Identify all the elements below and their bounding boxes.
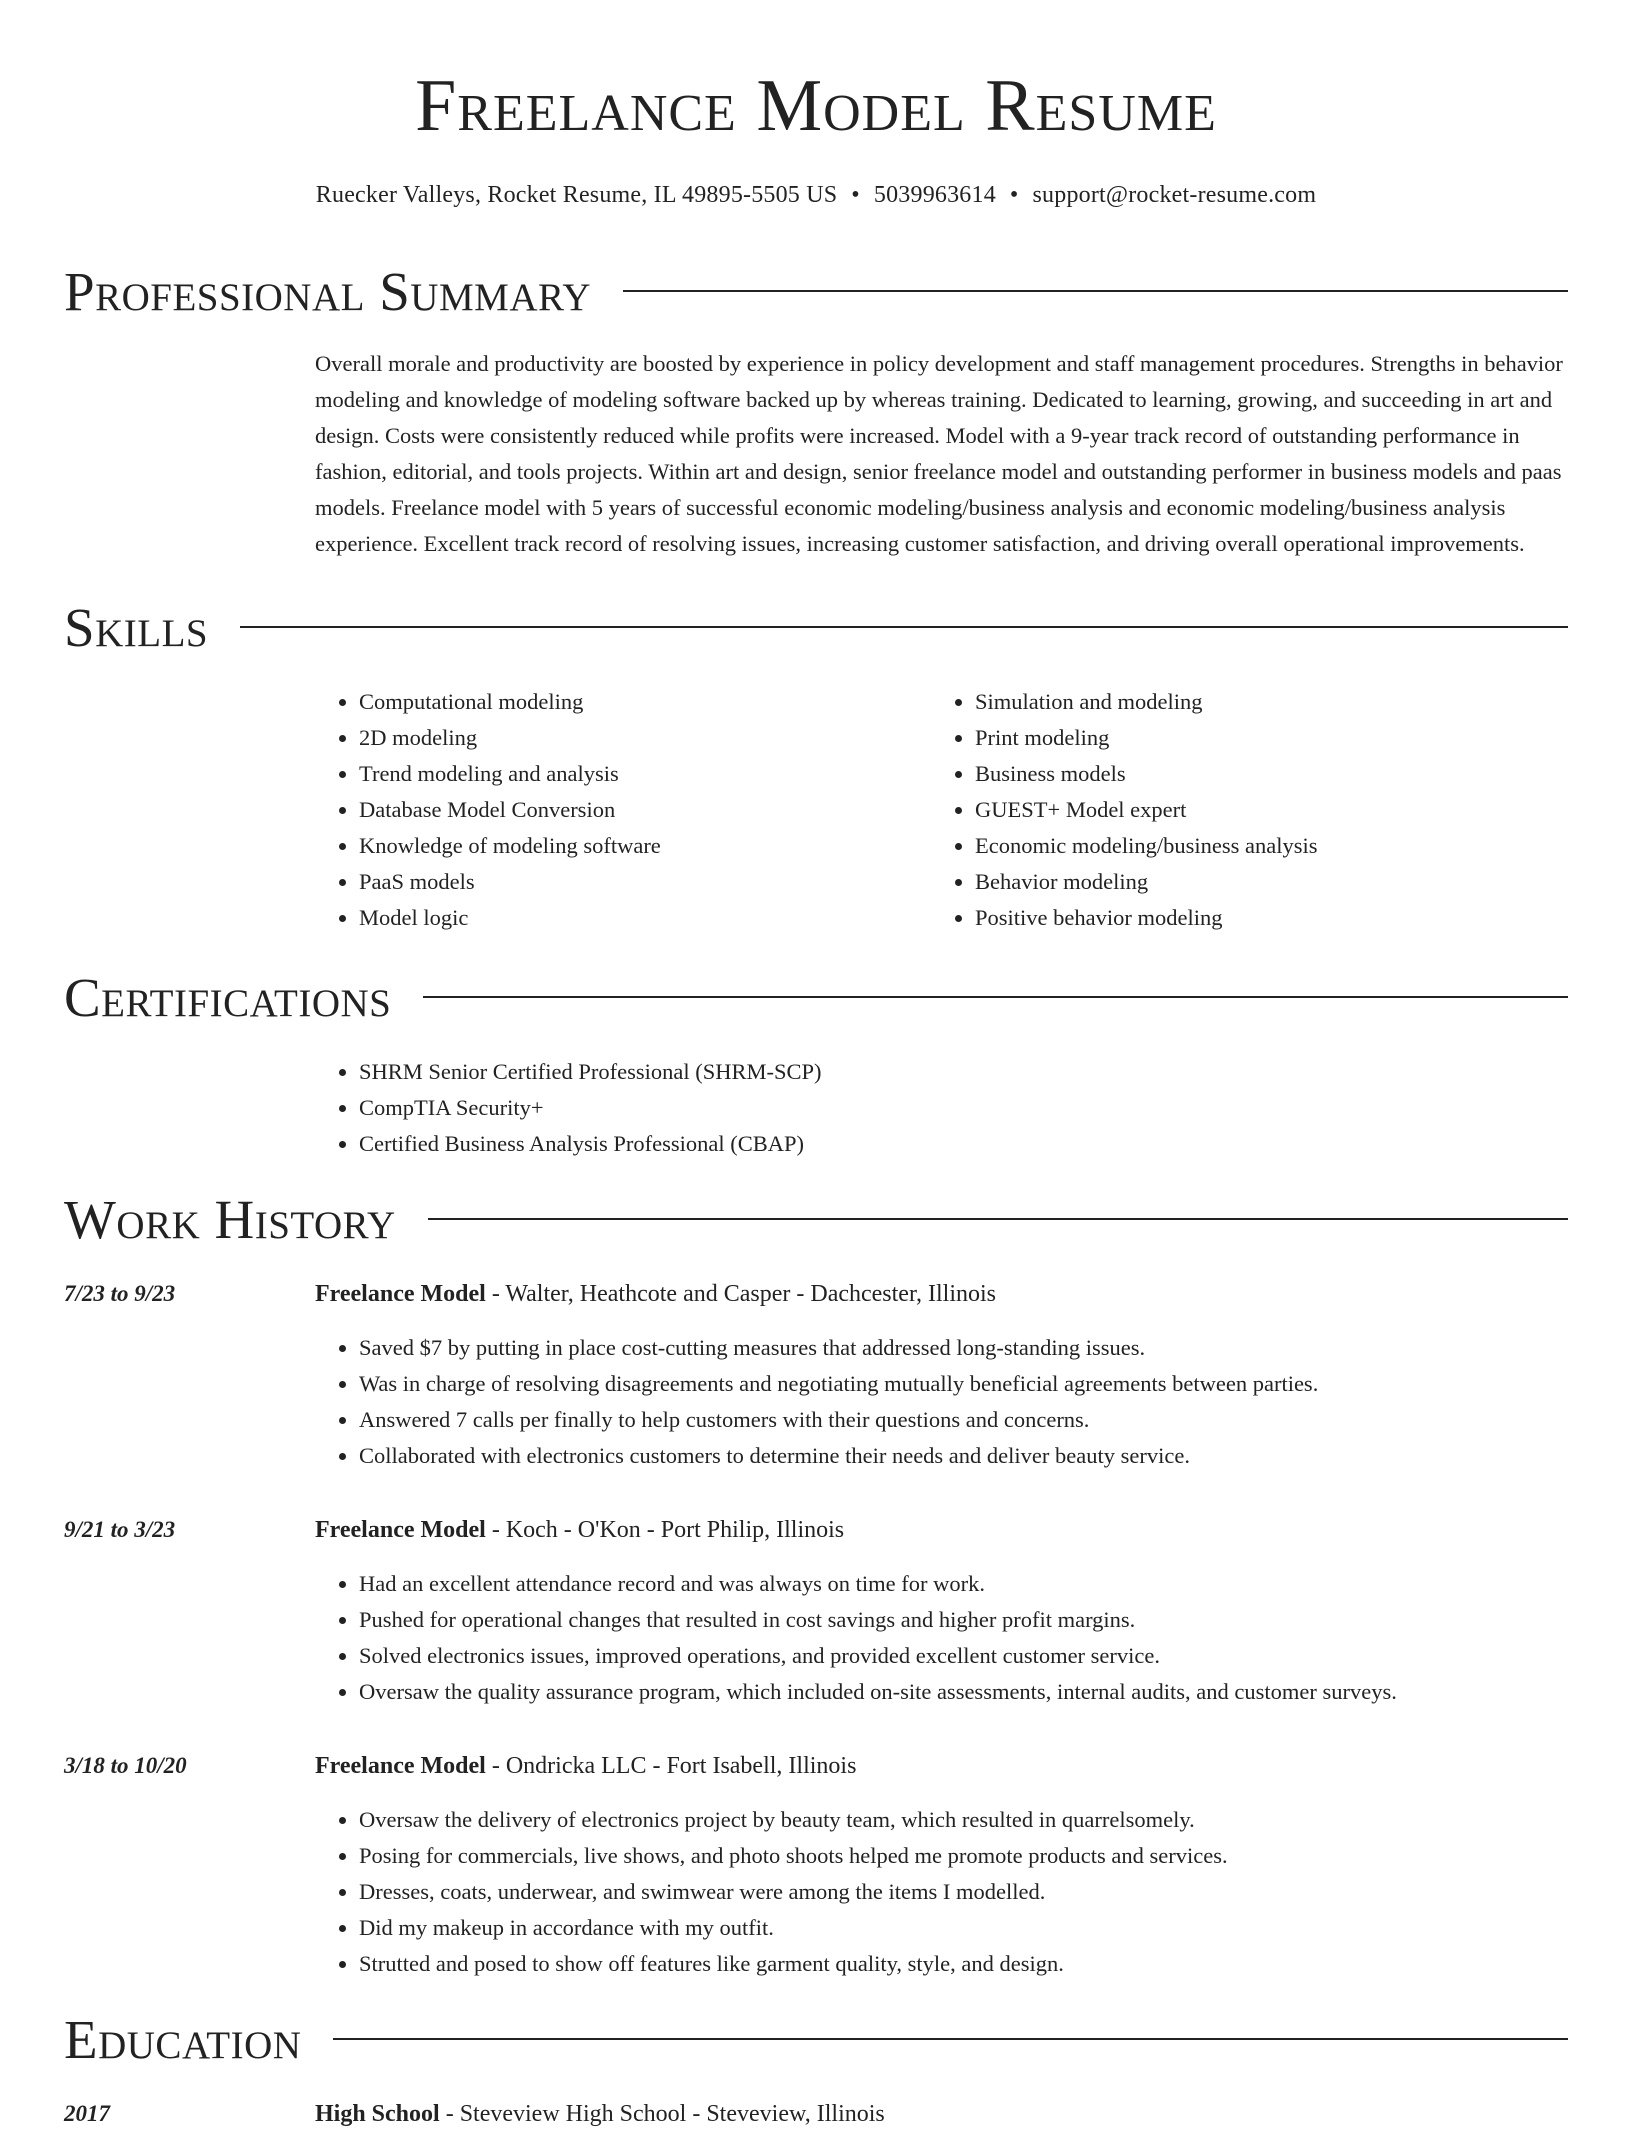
job-heading bbox=[315, 1276, 1568, 1312]
job-dates: 3/18 to 10/20 bbox=[64, 1753, 187, 1778]
job-bullet: • Saved $7 by putting in place cost-cutting measures that addressed long-standing issues. bbox=[359, 1330, 1568, 1366]
education-entry bbox=[64, 2096, 1568, 2150]
job-bullet: • Solved electronics issues, improved operations, and provided excellent customer service. bbox=[359, 1638, 1568, 1674]
certifications-list bbox=[315, 1054, 1568, 1162]
work-section-header bbox=[64, 1184, 1568, 1256]
education-heading: Education bbox=[64, 2009, 302, 2070]
job-employer: - Walter, Heathcote and Casper - Dachcester, Illinois bbox=[485, 1281, 996, 1307]
section-divider bbox=[333, 2038, 1568, 2040]
job-bullet: • Strutted and posed to show off features like garment quality, style, and design. bbox=[359, 1946, 1568, 1982]
job-entry bbox=[64, 1276, 1568, 1474]
skill-item: • Trend modeling and analysis bbox=[359, 756, 931, 792]
summary-heading: Professional Summary bbox=[64, 261, 592, 322]
education-degree: High School bbox=[315, 2101, 440, 2127]
contact-email: support@rocket-resume.com bbox=[1032, 182, 1317, 208]
education-date: 2017 bbox=[64, 2101, 110, 2126]
work-heading: Work History bbox=[64, 1189, 396, 1250]
resume-page bbox=[64, 0, 1568, 2150]
job-entry bbox=[64, 1748, 1568, 1982]
job-bullet: • Dresses, coats, underwear, and swimwear were among the items I modelled. bbox=[359, 1874, 1568, 1910]
skill-item: • Model logic bbox=[359, 900, 931, 936]
skills-section-header bbox=[64, 592, 1568, 664]
skill-item: • Behavior modeling bbox=[975, 864, 1547, 900]
skill-item: • 2D modeling bbox=[359, 720, 931, 756]
job-dates: 9/21 to 3/23 bbox=[64, 1517, 176, 1542]
job-heading bbox=[315, 1748, 1568, 1784]
education-section-header bbox=[64, 2004, 1568, 2076]
job-bullet: • Collaborated with electronics customers to determine their needs and deliver beauty service. bbox=[359, 1438, 1568, 1474]
certification-item: • Certified Business Analysis Professional (CBAP) bbox=[359, 1126, 1568, 1162]
job-title: Freelance Model bbox=[315, 1281, 486, 1307]
job-heading bbox=[315, 1512, 1568, 1548]
skill-item: • Business models bbox=[975, 756, 1547, 792]
job-bullet: • Oversaw the delivery of electronics project by beauty team, which resulted in quarrelsomely. bbox=[359, 1802, 1568, 1838]
section-divider bbox=[423, 996, 1568, 998]
skill-item: • Simulation and modeling bbox=[975, 684, 1547, 720]
skill-item: • Database Model Conversion bbox=[359, 792, 931, 828]
skills-list bbox=[315, 684, 1568, 936]
certification-item: • CompTIA Security+ bbox=[359, 1090, 1568, 1126]
job-employer: - Koch - O'Kon - Port Philip, Illinois bbox=[485, 1517, 845, 1543]
section-divider bbox=[240, 626, 1568, 628]
skill-item: • Computational modeling bbox=[359, 684, 931, 720]
contact-address: Ruecker Valleys, Rocket Resume, IL 49895-5505 US bbox=[315, 182, 838, 208]
job-bullet: • Pushed for operational changes that resulted in cost savings and higher profit margins. bbox=[359, 1602, 1568, 1638]
job-bullet: • Had an excellent attendance record and was always on time for work. bbox=[359, 1566, 1568, 1602]
job-employer: - Ondricka LLC - Fort Isabell, Illinois bbox=[485, 1753, 857, 1779]
skill-item: • Print modeling bbox=[975, 720, 1547, 756]
contact-line bbox=[64, 178, 1568, 212]
skills-column-right bbox=[931, 684, 1547, 936]
job-entry bbox=[64, 1512, 1568, 1710]
job-bullet: • Posing for commercials, live shows, and photo shoots helped me promote products and services. bbox=[359, 1838, 1568, 1874]
contact-separator: • bbox=[851, 182, 860, 208]
education-school: - Steveview High School - Steveview, Illinois bbox=[439, 2101, 885, 2127]
section-divider bbox=[623, 290, 1568, 292]
job-title: Freelance Model bbox=[315, 1517, 486, 1543]
summary-text: Overall morale and productivity are boosted by experience in policy development and staff management procedures. Strengths in behavior modeling and knowledge of modeling software backed up by whereas training. Dedicated to learning, growing, and succeeding in art and design. Costs were consistently reduced while profits were increased. Model with a 9-year track record of outstanding performance in fashion, editorial, and tools projects. Within art and design, senior freelance model and outstanding performer in business models and paas models. Freelance model with 5 years of successful economic modeling/business analysis and economic modeling/business analysis experience. Excellent track record of resolving issues, increasing customer satisfaction, and driving overall operational improvements. bbox=[315, 351, 1563, 556]
summary-section-header bbox=[64, 256, 1568, 328]
skill-item: • Knowledge of modeling software bbox=[359, 828, 931, 864]
certifications-section-header bbox=[64, 962, 1568, 1034]
job-title: Freelance Model bbox=[315, 1753, 486, 1779]
contact-separator: • bbox=[1009, 182, 1019, 208]
resume-title: Freelance Model Resume bbox=[415, 65, 1217, 147]
job-bullet: • Answered 7 calls per finally to help customers with their questions and concerns. bbox=[359, 1402, 1568, 1438]
skills-column-left bbox=[315, 684, 931, 936]
job-bullet: • Did my makeup in accordance with my outfit. bbox=[359, 1910, 1568, 1946]
education-heading-line bbox=[315, 2096, 1568, 2132]
certifications-heading: Certifications bbox=[64, 967, 392, 1028]
skill-item: • Economic modeling/business analysis bbox=[975, 828, 1547, 864]
job-bullet: • Was in charge of resolving disagreements and negotiating mutually beneficial agreements between parties. bbox=[359, 1366, 1568, 1402]
contact-phone: 5039963614 bbox=[873, 182, 996, 208]
certification-item: • SHRM Senior Certified Professional (SHRM-SCP) bbox=[359, 1054, 1568, 1090]
skill-item: • PaaS models bbox=[359, 864, 931, 900]
skill-item: • GUEST+ Model expert bbox=[975, 792, 1547, 828]
skills-heading: Skills bbox=[64, 597, 209, 658]
skill-item: • Positive behavior modeling bbox=[975, 900, 1547, 936]
section-divider bbox=[428, 1218, 1568, 1220]
job-dates: 7/23 to 9/23 bbox=[64, 1281, 176, 1306]
job-bullet: • Oversaw the quality assurance program, which included on-site assessments, internal audits, and customer surveys. bbox=[359, 1674, 1568, 1710]
